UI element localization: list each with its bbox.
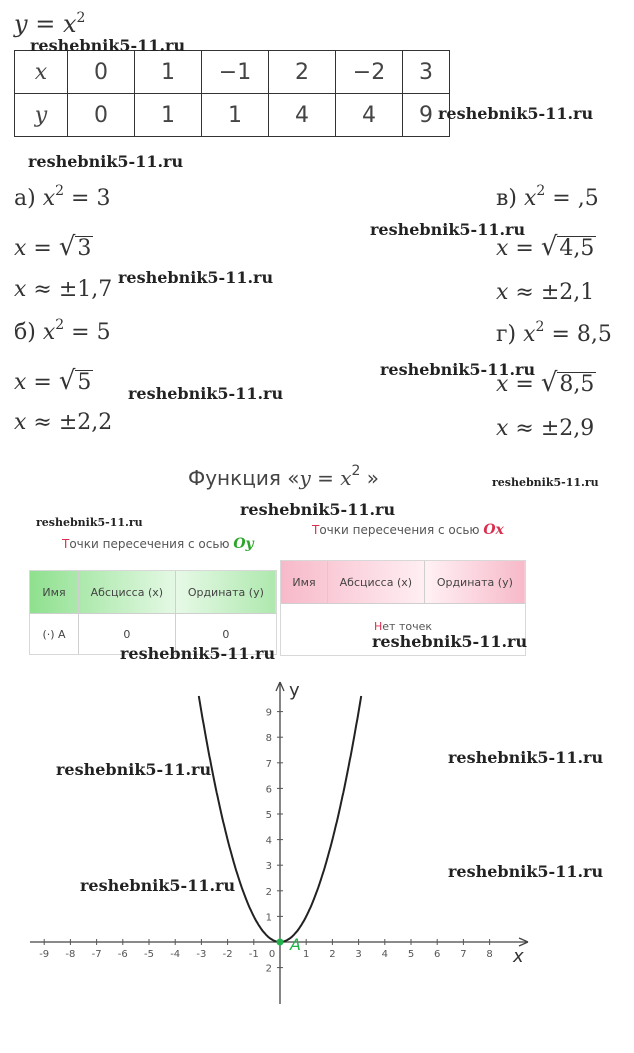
y-cell: 4 [336, 94, 403, 137]
watermark: reshebnik5-11.ru [492, 476, 599, 489]
solution-a-approx: x ≈ ±1,7 [14, 277, 113, 302]
watermark: reshebnik5-11.ru [370, 220, 526, 239]
x-tick-label: 7 [460, 949, 467, 960]
x-tick-label: 6 [434, 949, 441, 960]
ox-panel-title: Точки пересечения с осью Ox [312, 522, 504, 538]
point-a [277, 939, 284, 946]
y-cell: 4 [269, 94, 336, 137]
y-axis-label: y [289, 680, 300, 701]
x-cell: −1 [202, 51, 269, 94]
y-tick-label: 4 [265, 835, 272, 847]
y-cell: 0 [68, 94, 135, 137]
y-header: y [15, 94, 68, 137]
watermark: reshebnik5-11.ru [372, 632, 528, 651]
watermark: reshebnik5-11.ru [128, 384, 284, 403]
x-tick-label: 4 [381, 949, 388, 960]
y-cell: 9 [403, 94, 450, 137]
y-tick-label: 8 [265, 733, 272, 745]
solution-b-equation: б) $x^2 = 5$ [14, 317, 111, 345]
solution-v-equation: в) $x^2 = ,5$ [496, 183, 599, 211]
col-ordinate: Ордината (y) [175, 571, 276, 614]
x-tick-label: -5 [144, 949, 154, 960]
x-cell: 1 [135, 51, 202, 94]
y-tick-label: 1 [265, 912, 272, 924]
col-abscissa: Абсцисса (x) [79, 571, 176, 614]
y-tick-label: 2 [265, 963, 272, 975]
solution-g-root: x = √8,5 [496, 368, 595, 398]
solution-v-approx: x ≈ ±2,1 [496, 280, 595, 305]
oy-intersection-table [29, 570, 277, 655]
col-name: Имя [281, 561, 328, 604]
solution-b-approx: x ≈ ±2,2 [14, 410, 113, 435]
x-cell: 2 [269, 51, 336, 94]
watermark: reshebnik5-11.ru [448, 748, 604, 767]
solution-a-equation: а) $x^2 = 3$ [14, 183, 111, 211]
y-tick-label: 6 [265, 784, 272, 796]
watermark: reshebnik5-11.ru [80, 876, 236, 895]
x-tick-label: -4 [170, 949, 181, 960]
point-name: (·) A [30, 614, 79, 655]
x-cell: −2 [336, 51, 403, 94]
col-name: Имя [30, 571, 79, 614]
x-tick-label: 3 [355, 949, 362, 960]
oy-panel-title: Точки пересечения с осью Oy [62, 536, 254, 552]
heading-formula: $y = x^2$ [14, 10, 86, 38]
x-tick-label: 0 [268, 949, 276, 960]
y-tick-label: 2 [265, 886, 272, 898]
no-points-text: Нет точек [373, 620, 432, 633]
table-row-x [15, 51, 450, 94]
x-tick-label: -7 [91, 949, 102, 960]
watermark: reshebnik5-11.ru [30, 36, 186, 55]
solution-a-root: x = √3 [14, 232, 92, 262]
watermark: reshebnik5-11.ru [36, 516, 143, 529]
col-abscissa: Абсцисса (x) [328, 561, 425, 604]
watermark: reshebnik5-11.ru [448, 862, 604, 881]
x-tick-label: 8 [486, 949, 493, 960]
table-row-y [15, 94, 450, 137]
y-tick-label: 7 [265, 758, 272, 770]
watermark: reshebnik5-11.ru [438, 104, 594, 123]
y-cell: 1 [135, 94, 202, 137]
x-cell: 0 [68, 51, 135, 94]
x-tick-label: -9 [39, 949, 50, 960]
point-y: 0 [222, 627, 230, 641]
y-tick-label: 5 [265, 810, 272, 821]
x-tick-label: -1 [248, 949, 259, 960]
watermark: reshebnik5-11.ru [28, 152, 184, 171]
x-axis-label: x [513, 946, 524, 967]
y-tick-label: 9 [265, 707, 272, 719]
watermark: reshebnik5-11.ru [240, 500, 396, 519]
x-header: x [15, 51, 68, 94]
x-tick-label: -3 [196, 949, 207, 960]
x-tick-label: 2 [329, 949, 336, 960]
point-x: 0 [79, 614, 176, 655]
watermark: reshebnik5-11.ru [118, 268, 274, 287]
x-tick-label: -8 [65, 949, 76, 960]
parabola-graph [0, 660, 634, 1053]
x-tick-label: 1 [303, 949, 310, 960]
solution-g-equation: г) $x^2 = 8,5$ [496, 319, 612, 347]
point-a-label: A [290, 935, 301, 954]
solution-g-approx: x ≈ ±2,9 [496, 416, 595, 441]
watermark: reshebnik5-11.ru [56, 760, 212, 779]
x-cell: 3 [403, 51, 450, 94]
solution-b-root: x = √5 [14, 366, 92, 396]
solution-v-root: x = √4,5 [496, 232, 595, 262]
x-tick-label: -2 [222, 949, 233, 960]
watermark: reshebnik5-11.ru [120, 644, 276, 663]
watermark: reshebnik5-11.ru [380, 360, 536, 379]
x-tick-label: 5 [407, 949, 415, 960]
function-title: Функция «$y = x^2$ » [188, 463, 380, 490]
y-tick-label: 3 [265, 861, 272, 873]
value-table [14, 50, 450, 137]
x-tick-label: -6 [117, 949, 128, 960]
y-cell: 1 [202, 94, 269, 137]
col-ordinate: Ордината (y) [424, 561, 525, 604]
